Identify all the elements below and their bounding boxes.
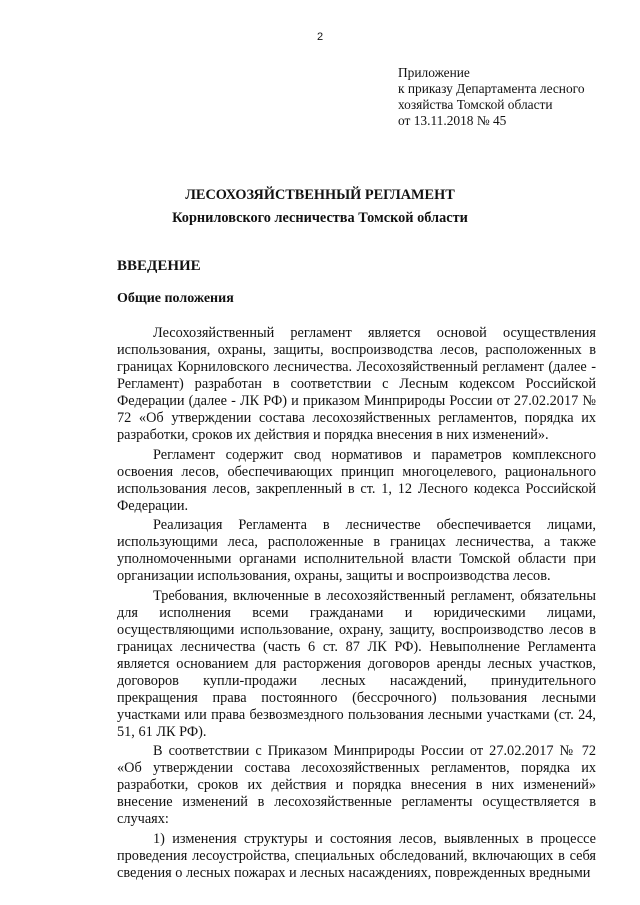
page-number: 2 [316,31,324,43]
approval-line: к приказу Департамента лесного [398,81,585,96]
document-subtitle: Корниловского лесничества Томской области [172,210,468,226]
approval-line: Приложение [398,65,470,80]
approval-line: от 13.11.2018 № 45 [398,113,507,128]
approval-line: хозяйства Томской области [398,97,553,112]
paragraph: Лесохозяйственный регламент является основой осуществления использования, охраны, защиты, воспроизводства лесов, расположенных в границах Корниловского лесничества. Лесохозяйственный регламент (далее - Регламент) разработан в соответствии с Лесным кодексом Российской Федерации (далее - ЛК РФ) и приказом Минприроды России от 27.02.2017 № 72 «Об утверждении состава лесохозяйственных регламентов, порядка их разработки, сроков их действия и порядка внесения в них изменений». [117,325,596,443]
paragraph: Требования, включенные в лесохозяйственный регламент, обязательны для исполнения всеми гражданами и юридическими лицами, осуществляющими использование, охрану, защиту, воспроизводство лесов в границах лесничества (часть 6 ст. 87 ЛК РФ). Невыполнение Регламента является основанием для расторжения договоров аренды лесных участков, договоров купли-продажи лесных насаждений, принудительного прекращения права постоянного (бессрочного) пользования лесными участками или права безвозмездного пользования лесными участками (ст. 24, 51, 61 ЛК РФ). [117,587,596,740]
paragraph: В соответствии с Приказом Минприроды России от 27.02.2017 № 72 «Об утверждении состава лесохозяйственных регламентов, порядка их разработки, сроков их действия и порядка внесения в них изменений» внесение изменений в лесохозяйственные регламенты осуществляется в случаях: [117,743,596,828]
body-text [117,325,596,882]
subsection-heading: Общие положения [117,291,234,306]
section-heading: ВВЕДЕНИЕ [117,258,201,274]
paragraph: Реализация Регламента в лесничестве обеспечивается лицами, использующими леса, расположенные в границах лесничества, а также уполномоченными органами исполнительной власти Томской области при организации использования, охраны, защиты и воспроизводства лесов. [117,517,596,585]
document-title: ЛЕСОХОЗЯЙСТВЕННЫЙ РЕГЛАМЕНТ [185,187,455,203]
paragraph: 1) изменения структуры и состояния лесов, выявленных в процессе проведения лесоустройства, специальных обследований, включающих в себя сведения о лесных пожарах и лесных насаждениях, поврежденных вредными [117,830,596,881]
approval-block [398,65,585,129]
paragraph: Регламент содержит свод нормативов и параметров комплексного освоения лесов, обеспечивающих принцип многоцелевого, рационального использования лесов, закрепленный в ст. 1, 12 Лесного кодекса Российской Федерации. [117,446,596,514]
